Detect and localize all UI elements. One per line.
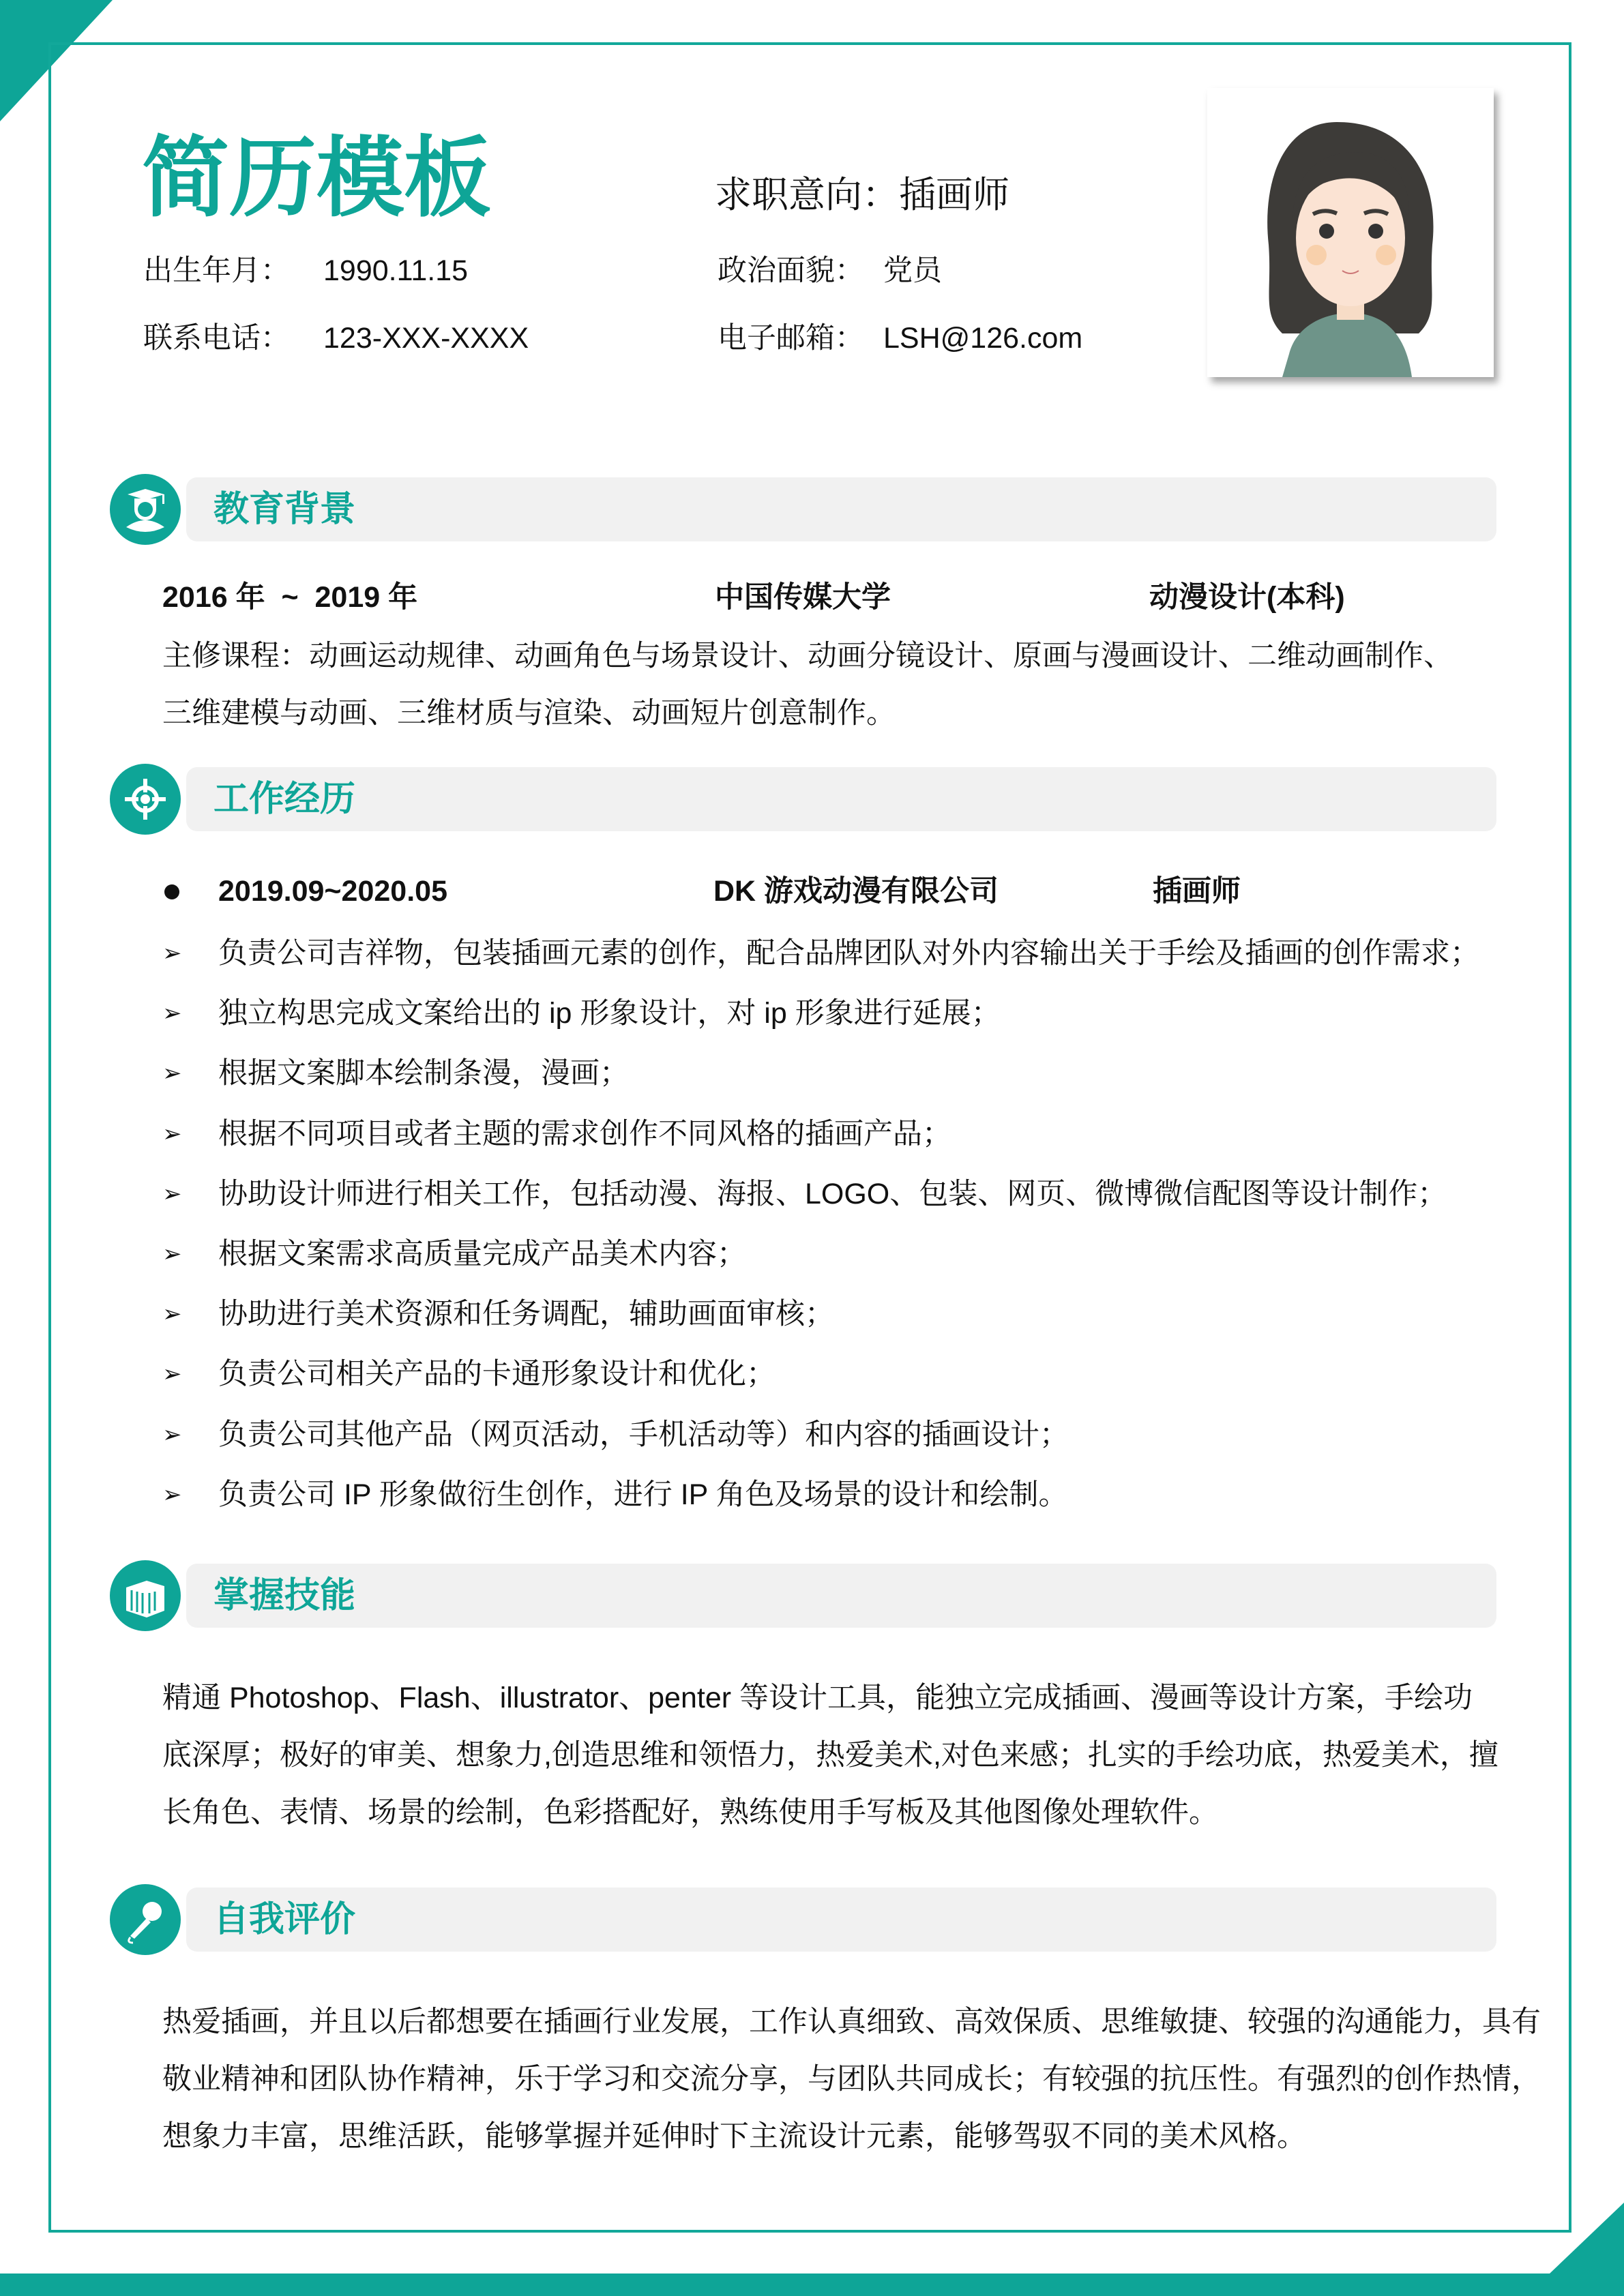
section-header-skills xyxy=(186,1564,1496,1628)
books-icon xyxy=(110,1560,181,1631)
graduation-cap-icon xyxy=(110,474,181,545)
resume-title: 简历模板 xyxy=(142,130,492,227)
section-title: 自我评价 xyxy=(213,1900,356,1939)
section-title: 掌握技能 xyxy=(213,1576,356,1615)
courses-line-2: 三维建模与动画、三维材质与渲染、动画短片创意制作。 xyxy=(162,697,896,730)
arrow-bullet-icon: ➢ xyxy=(162,1301,182,1328)
self-eval-line-3: 想象力丰富，思维活跃，能够掌握并延伸时下主流设计元素，能够驾驭不同的美术风格。 xyxy=(162,2120,1306,2153)
politics-label: 政治面貌： xyxy=(718,254,864,287)
politics-value: 党员 xyxy=(883,254,942,287)
section-title: 教育背景 xyxy=(213,490,356,529)
skills-line-1: 精通 Photoshop、Flash、illustrator、penter 等设计工具，能独立完成插画、漫画等设计方案，手绘功 xyxy=(162,1682,1473,1714)
email-label: 电子邮箱： xyxy=(718,322,864,355)
email-value: LSH@126.com xyxy=(883,322,1083,355)
work-duty-item: 负责公司相关产品的卡通形象设计和优化； xyxy=(218,1358,776,1391)
profile-photo xyxy=(1207,88,1494,377)
arrow-bullet-icon: ➢ xyxy=(162,1000,182,1027)
education-major: 动漫设计(本科) xyxy=(1149,581,1345,614)
work-position: 插画师 xyxy=(1153,875,1241,908)
work-duty-item: 负责公司 IP 形象做衍生创作，进行 IP 角色及场景的设计和绘制。 xyxy=(218,1478,1068,1511)
section-header-work xyxy=(186,767,1496,831)
arrow-bullet-icon: ➢ xyxy=(162,1241,182,1267)
work-duty-item: 负责公司吉祥物，包装插画元素的创作，配合品牌团队对外内容输出关于手绘及插画的创作需求； xyxy=(218,937,1479,970)
birth-label: 出生年月： xyxy=(143,254,290,287)
arrow-bullet-icon: ➢ xyxy=(162,1361,182,1388)
work-duty-item: 独立构思完成文案给出的 ip 形象设计，对 ip 形象进行延展； xyxy=(218,997,1001,1030)
arrow-bullet-icon: ➢ xyxy=(162,1120,182,1147)
arrow-bullet-icon: ➢ xyxy=(162,1481,182,1508)
job-intent: 求职意向：插画师 xyxy=(715,175,1009,215)
avatar-illustration-icon xyxy=(1207,88,1494,377)
self-eval-line-1: 热爱插画，并且以后都想要在插画行业发展，工作认真细致、高效保质、思维敏捷、较强的沟通能力，具有 xyxy=(162,2006,1541,2038)
work-duty-item: 根据文案脚本绘制条漫，漫画； xyxy=(218,1057,629,1090)
section-title: 工作经历 xyxy=(213,779,356,819)
education-period: 2016 年 ~ 2019 年 xyxy=(162,581,418,614)
skills-line-2: 底深厚；极好的审美、想象力,创造思维和领悟力，热爱美术,对色来感；扎实的手绘功底，热爱美术，擅 xyxy=(162,1739,1498,1772)
bullet-dot-icon xyxy=(164,884,179,899)
bottom-bar xyxy=(0,2273,1624,2296)
arrow-bullet-icon: ➢ xyxy=(162,1421,182,1448)
work-duty-item: 根据文案需求高质量完成产品美术内容； xyxy=(218,1238,746,1270)
work-duty-item: 协助设计师进行相关工作，包括动漫、海报、LOGO、包装、网页、微博微信配图等设计制作； xyxy=(218,1177,1447,1210)
work-period: 2019.09~2020.05 xyxy=(218,875,447,908)
courses-line-1: 主修课程：动画运动规律、动画角色与场景设计、动画分镜设计、原画与漫画设计、二维动画制作、 xyxy=(162,640,1453,672)
phone-value: 123-XXX-XXXX xyxy=(323,322,529,355)
education-school: 中国传媒大学 xyxy=(715,581,891,614)
work-duty-item: 根据不同项目或者主题的需求创作不同风格的插画产品； xyxy=(218,1117,951,1150)
work-company: DK 游戏动漫有限公司 xyxy=(713,875,999,908)
skills-line-3: 长角色、表情、场景的绘制，色彩搭配好，熟练使用手写板及其他图像处理软件。 xyxy=(162,1796,1218,1829)
corner-triangle-bottom-right xyxy=(1548,2203,1624,2274)
arrow-bullet-icon: ➢ xyxy=(162,1180,182,1207)
arrow-bullet-icon: ➢ xyxy=(162,940,182,966)
work-duty-item: 负责公司其他产品（网页活动，手机活动等）和内容的插画设计； xyxy=(218,1418,1069,1451)
section-header-self-evaluation xyxy=(186,1888,1496,1952)
microphone-icon xyxy=(110,1884,181,1955)
self-eval-line-2: 敬业精神和团队协作精神，乐于学习和交流分享，与团队共同成长；有较强的抗压性。有强烈的创作热情， xyxy=(162,2063,1541,2096)
section-header-education xyxy=(186,477,1496,541)
phone-label: 联系电话： xyxy=(143,322,290,355)
birth-value: 1990.11.15 xyxy=(323,254,469,287)
work-duty-item: 协助进行美术资源和任务调配，辅助画面审核； xyxy=(218,1298,834,1331)
target-icon xyxy=(110,764,181,835)
arrow-bullet-icon: ➢ xyxy=(162,1060,182,1087)
